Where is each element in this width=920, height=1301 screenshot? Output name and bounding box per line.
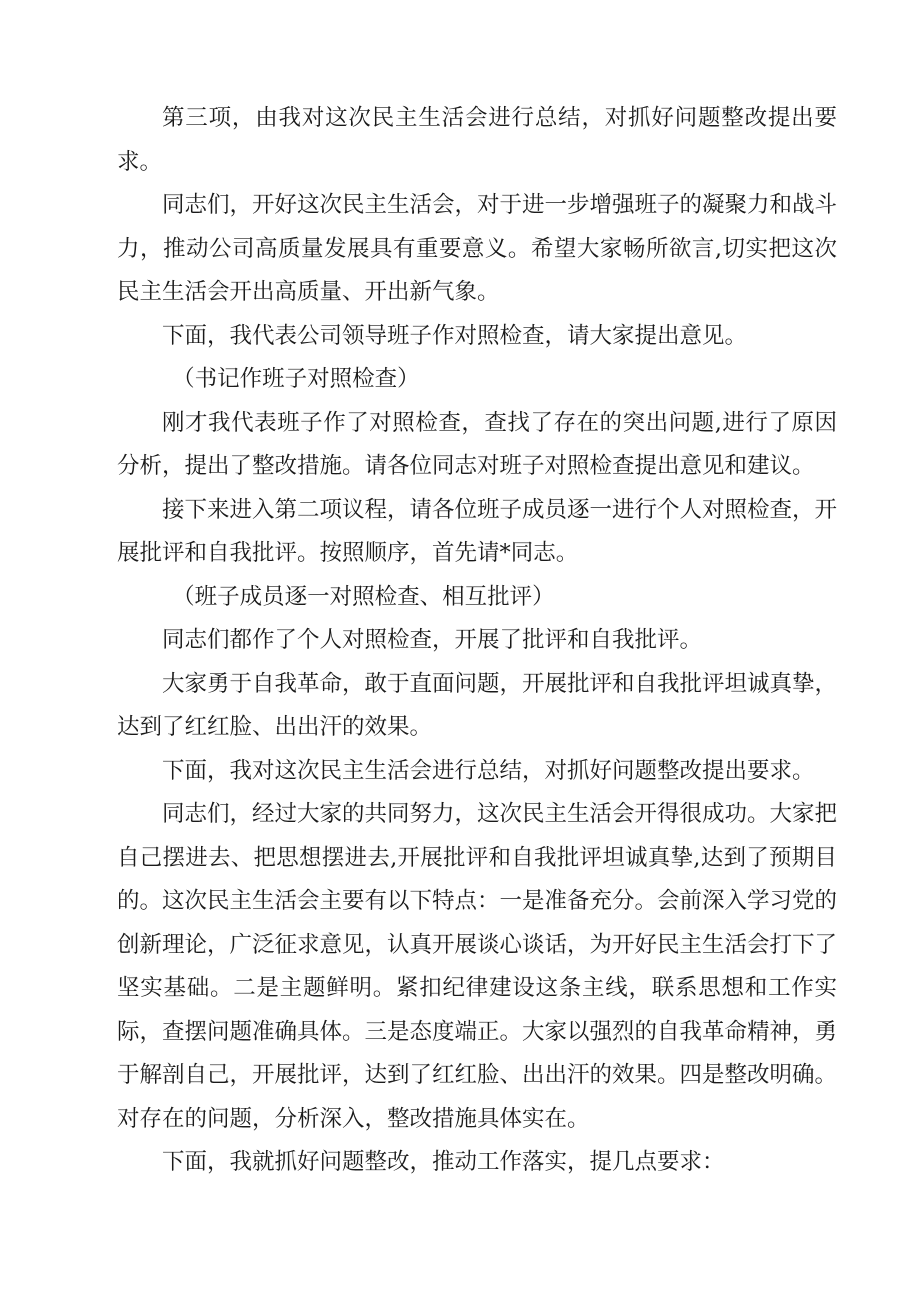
paragraph-agenda-item-two: 接下来进入第二项议程，请各位班子成员逐一进行个人对照检查，开展批评和自我批评。按照顺序，首先请*同志。	[117, 496, 838, 566]
paragraph-summary-intro: 下面，我对这次民主生活会进行总结，对抓好问题整改提出要求。	[162, 757, 815, 784]
document-body	[117, 97, 837, 1185]
paragraph-reviews-done: 同志们都作了个人对照检查，开展了批评和自我批评。	[162, 627, 703, 653]
paragraph-self-revolution: 大家勇于自我革命，敢于直面问题，开展批评和自我批评坦诚真挚，达到了红红脸、出出汗的效果。	[117, 670, 838, 740]
paragraph-meeting-significance: 同志们，开好这次民主生活会，对于进一步增强班子的凝聚力和战斗力，推动公司高质量发展具有重要意义。希望大家畅所欲言,切实把这次民主生活会开出高质量、开出新气象。	[117, 192, 838, 305]
paragraph-requirements-intro: 下面，我就抓好问题整改，推动工作落实，提几点要求：	[162, 1149, 725, 1175]
stage-direction-member-reviews: （班子成员逐一对照检查、相互批评）	[172, 583, 555, 610]
paragraph-agenda-item-three: 第三项，由我对这次民主生活会进行总结，对抓好问题整改提出要求。	[117, 105, 837, 175]
paragraph-meeting-summary: 同志们，经过大家的共同努力，这次民主生活会开得很成功。大家把自己摆进去、把思想摆进去,开展批评和自我批评坦诚真挚,达到了预期目的。这次民主生活会主要有以下特点：一是准备充分。会前深入学习党的创新理论，广泛征求意见，认真开展谈心谈话，为开好民主生活会打下了坚实基础。二是主题鲜明。紧扣纪律建设这条主线，联系思想和工作实际，查摆问题准确具体。三是态度端正。大家以强烈的自我革命精神，勇于解剖自己，开展批评，达到了红红脸、出出汗的效果。四是整改明确。对存在的问题，分析深入，整改措施具体实在。	[117, 801, 838, 1132]
paragraph-team-review-intro: 下面，我代表公司领导班子作对照检查，请大家提出意见。	[162, 322, 748, 349]
stage-direction-secretary-review: （书记作班子对照检查）	[172, 366, 420, 392]
paragraph-review-request-opinions: 刚才我代表班子作了对照检查，查找了存在的突出问题,进行了原因分析，提出了整改措施。请各位同志对班子对照检查提出意见和建议。	[117, 409, 837, 479]
